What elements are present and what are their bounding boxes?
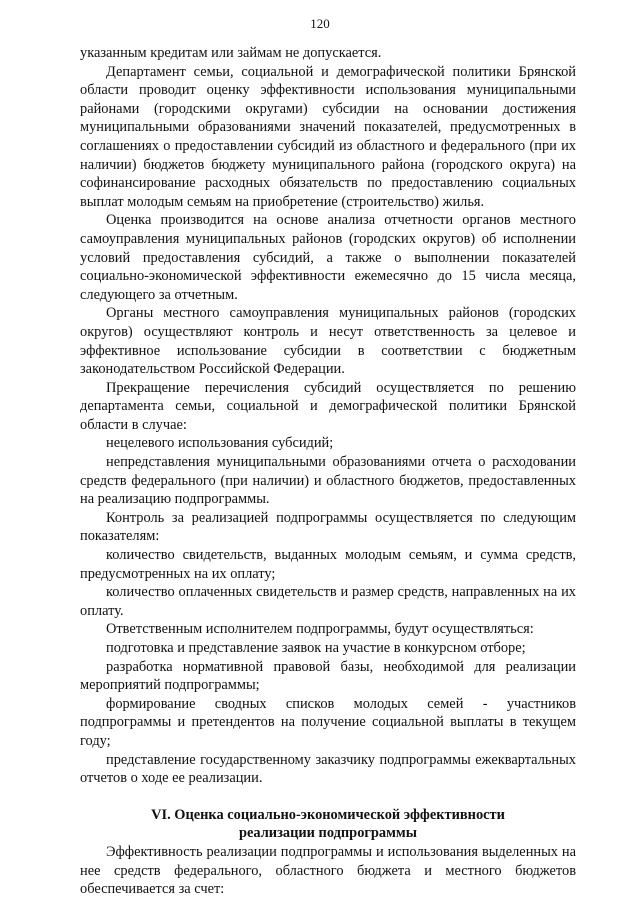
paragraph: разработка нормативной правовой базы, необходимой для реализации мероприятий подпрограммы; [80, 658, 576, 694]
paragraph: количество свидетельств, выданных молодым семьям, и сумма средств, предусмотренных на их оплату; [80, 547, 576, 582]
section-heading-line: VI. Оценка социально-экономической эффективности [151, 806, 505, 823]
paragraph: Ответственным исполнителем подпрограммы, будут осуществляться: [106, 621, 534, 638]
paragraph: нецелевого использования субсидий; [106, 435, 334, 452]
body-text-before [80, 44, 576, 788]
paragraph: указанным кредитам или займам не допускается. [80, 45, 382, 61]
paragraph: Контроль за реализацией подпрограммы осуществляется по следующим показателям: [80, 509, 576, 545]
section-heading-line: реализации подпрограммы [239, 825, 417, 842]
paragraph: Оценка производится на основе анализа отчетности органов местного самоуправления муниципальных районов (городских округов) об исполнении условий предоставления субсидий, а также о выполнении показателей социально-экономической эффективности ежемесячно до 15 числа месяца, следующего за отчетным. [80, 212, 576, 303]
paragraph: формирование сводных списков молодых семей - участников подпрограммы и претендентов на получение социальной выплаты в текущем году; [80, 695, 576, 749]
paragraph: непредставления муниципальными образованиями отчета о расходовании средств федерального (при наличии) и областного бюджетов, предоставленных на реализацию подпрограммы. [80, 454, 576, 508]
paragraph: Органы местного самоуправления муниципальных районов (городских округов) осуществляют контроль и несут ответственность за целевое и эффективное использование субсидии в соответствии с бюджетным законодательством Российской Федерации. [80, 305, 576, 378]
paragraph: Департамент семьи, социальной и демографической политики Брянской области проводит оценку эффективности использования муниципальными районами (городскими округами) субсидии на основании достижения муниципальными образованиями значений показателей, предусмотренных в соглашениях о предоставлении субсидий из областного и федерального (при их наличии) бюджетов бюджету муниципального района (городского округа) на софинансирование расходных обязательств по предоставлению социальных выплат молодым семьям на приобретение (строительство) жилья. [80, 63, 576, 210]
page-number: 120 [310, 16, 330, 31]
paragraph: количество оплаченных свидетельств и размер средств, направленных на их оплату. [80, 584, 576, 619]
page-content [80, 44, 576, 899]
paragraph: подготовка и представление заявок на участие в конкурсном отборе; [106, 640, 526, 656]
paragraph: Эффективность реализации подпрограммы и использования выделенных на нее средств федерального, областного бюджета и местного бюджетов обеспечивается за счет: [80, 843, 576, 898]
paragraph: Прекращение перечисления субсидий осуществляется по решению департамента семьи, социальной и демографической политики Брянской области в случае: [80, 379, 576, 433]
section-heading [80, 806, 576, 843]
paragraph: представление государственному заказчику подпрограммы ежеквартальных отчетов о ходе ее реализации. [80, 751, 576, 787]
body-text-after [80, 843, 576, 899]
